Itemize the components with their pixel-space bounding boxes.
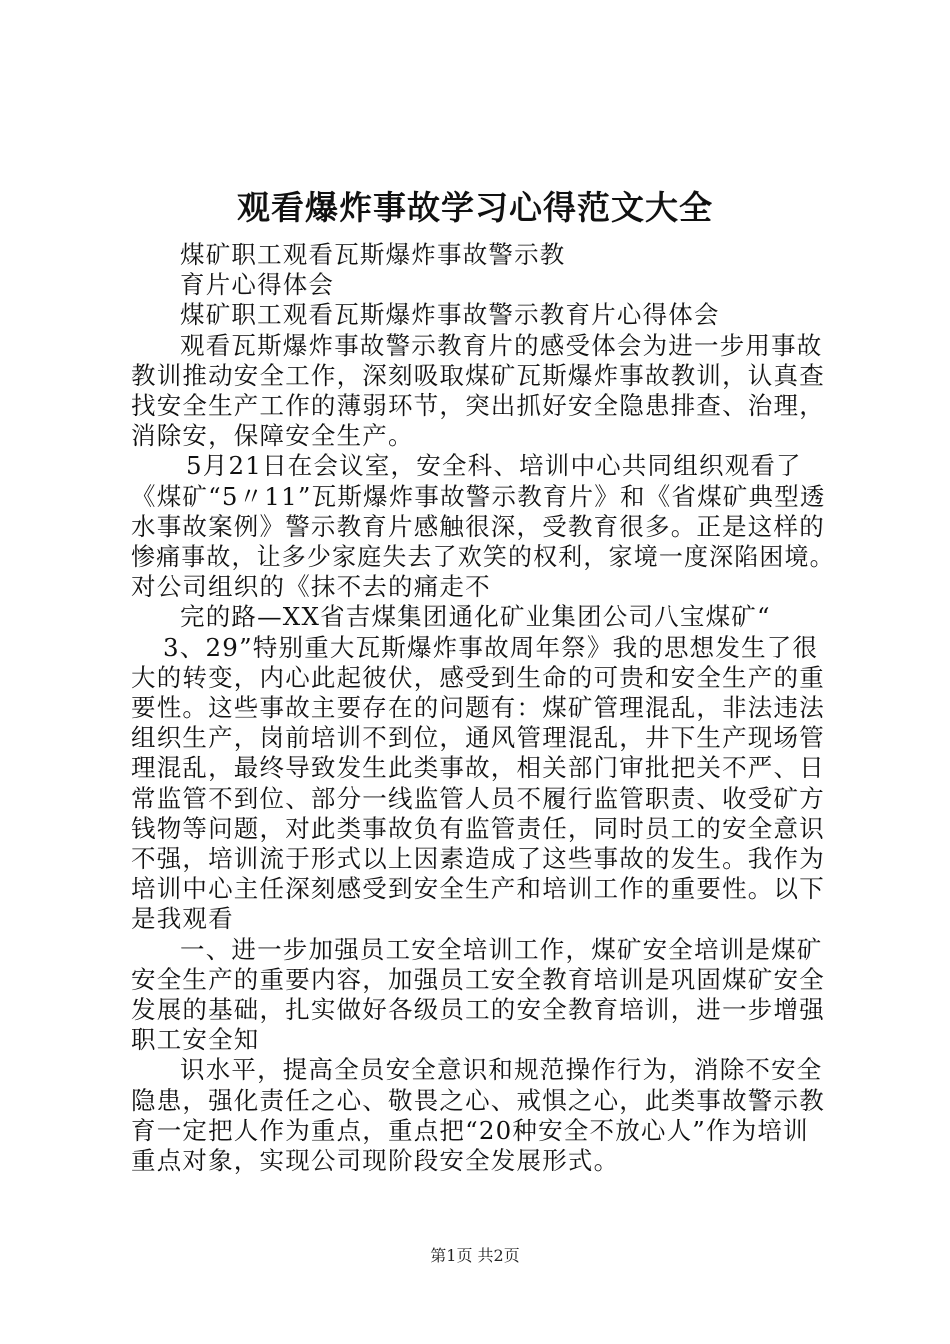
text-line: 重点对象，实现公司现阶段安全发展形式。 [131,1146,620,1175]
text-line: 完的路—XX省吉煤集团通化矿业集团公司八宝煤矿“ [180,602,771,632]
text-line: 水事故案例》警示教育片感触很深，受教育很多。正是这样的 [131,511,825,541]
text-line: 煤矿职工观看瓦斯爆炸事故警示教育片心得体会 [180,300,720,330]
page-number-footer: 第1页 共2页 [430,1246,520,1265]
text-line: 安全生产的重要内容，加强员工安全教育培训是巩固煤矿安全 [131,964,825,994]
text-line: 育片心得体会 [180,270,335,300]
text-line: 要性。这些事故主要存在的问题有：煤矿管理混乱，非法违法 [131,693,825,722]
document-title: 观看爆炸事故学习心得范文大全 [237,188,713,227]
text-line: 一、进一步加强员工安全培训工作，煤矿安全培训是煤矿 [180,934,823,964]
text-line: 5月21日在会议室，安全科、培训中心共同组织观看了 [186,451,802,481]
text-line: 对公司组织的《抹不去的痛走不 [131,572,491,602]
text-line: 不强，培训流于形式以上因素造成了这些事故的发生。我作为 [131,844,825,873]
text-line: 是我观看 [131,904,234,934]
text-line: 消除安，保障安全生产。 [131,421,414,451]
text-line: 《煤矿“5〃11”瓦斯爆炸事故警示教育片》和《省煤矿典型透 [131,481,826,511]
text-line: 常监管不到位、部分一线监管人员不履行监管职责、收受矿方 [131,783,825,813]
text-line: 育一定把人作为重点，重点把“20种安全不放心人”作为培训 [131,1115,809,1145]
text-line: 教训推动安全工作，深刻吸取煤矿瓦斯爆炸事故教训，认真查 [131,360,825,390]
text-line: 煤矿职工观看瓦斯爆炸事故警示教 [180,240,566,269]
text-line: 观看瓦斯爆炸事故警示教育片的感受体会为进一步用事故 [180,330,823,360]
text-line: 3、29”特别重大瓦斯爆炸事故周年祭》我的思想发生了很 [163,632,819,662]
text-line: 组织生产，岗前培训不到位，通风管理混乱，井下生产现场管 [131,723,825,753]
text-line: 培训中心主任深刻感受到安全生产和培训工作的重要性。以下 [131,874,825,904]
text-line: 隐患，强化责任之心、敬畏之心、戒惧之心，此类事故警示教 [131,1085,825,1115]
text-line: 发展的基础，扎实做好各级员工的安全教育培训，进一步增强 [131,995,825,1024]
text-line: 钱物等问题，对此类事故负有监管责任，同时员工的安全意识 [131,813,825,843]
text-line: 惨痛事故，让多少家庭失去了欢笑的权利，家境一度深陷困境。 [131,542,835,571]
text-line: 识水平，提高全员安全意识和规范操作行为，消除不安全 [180,1055,823,1085]
text-line: 理混乱，最终导致发生此类事故，相关部门审批把关不严、日 [131,753,825,783]
text-line: 职工安全知 [131,1025,260,1055]
text-line: 大的转变，内心此起彼伏，感受到生命的可贵和安全生产的重 [131,662,825,692]
text-line: 找安全生产工作的薄弱环节，突出抓好安全隐患排查、治理， [131,391,825,420]
